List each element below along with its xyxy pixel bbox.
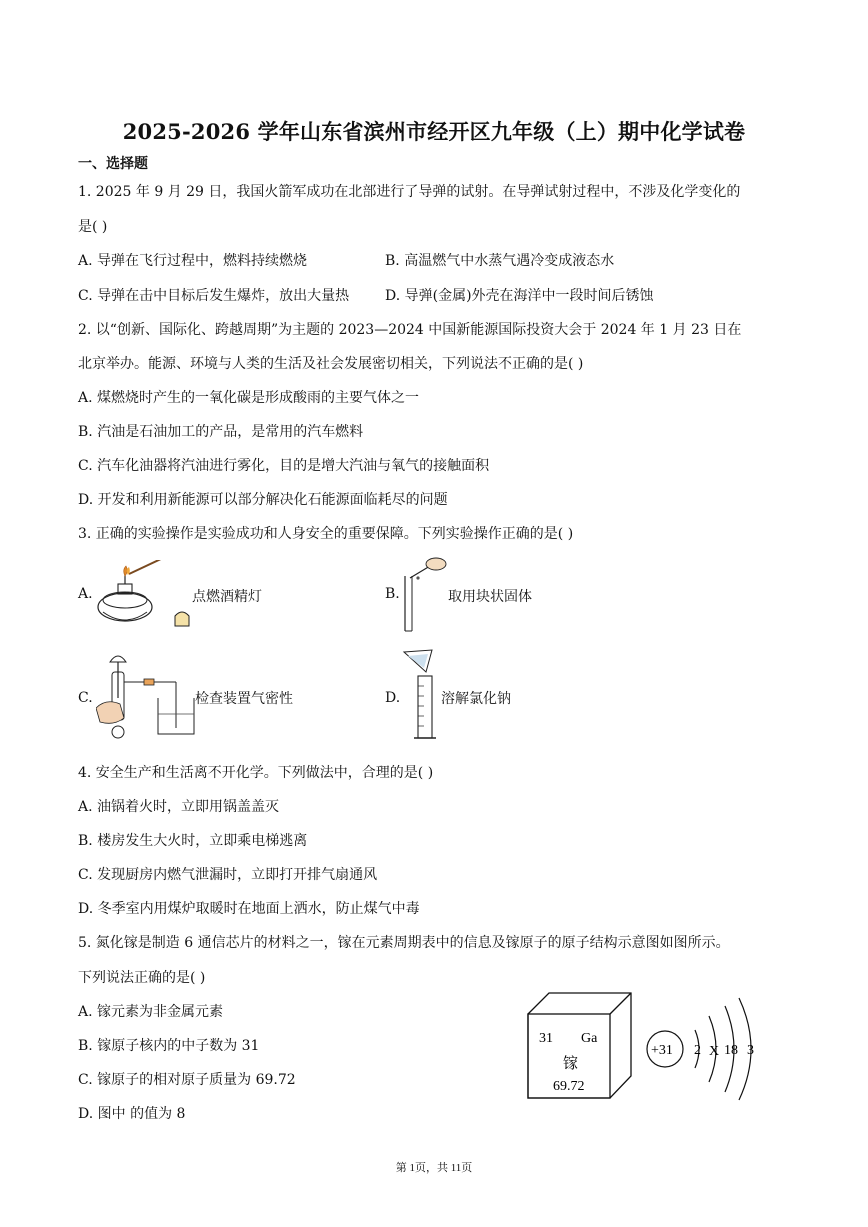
q3-option-c-text: 检查装置气密性 [195, 691, 293, 707]
q2-option-b: B. 汽油是石油加工的产品，是常用的汽车燃料 [78, 424, 364, 440]
q1-option-d: D. 导弹(金属)外壳在海洋中一段时间后锈蚀 [385, 288, 654, 304]
q5-option-c: C. 镓原子的相对原子质量为 69.72 [78, 1072, 296, 1088]
gas-tightness-apparatus-illustration [96, 648, 200, 740]
element-name: 镓 [563, 1056, 579, 1072]
q5-option-a: A. 镓元素为非金属元素 [78, 1004, 224, 1020]
q1-stem-line1: 1. 2025 年 9 月 29 日，我国火箭军成功在北部进行了导弹的试射。在导弹试射过程中，不涉及化学变化的 [78, 184, 741, 200]
q4-option-a: A. 油锅着火时，立即用锅盖盖灭 [78, 799, 280, 815]
exam-title: 2025-2026 学年山东省滨州市经开区九年级（上）期中化学试卷 [122, 119, 746, 144]
q3-option-d-text: 溶解氯化钠 [441, 691, 511, 707]
q3-option-b-text: 取用块状固体 [448, 589, 532, 605]
q2-option-a: A. 煤燃烧时产生的一氧化碳是形成酸雨的主要气体之一 [78, 390, 420, 406]
section-heading: 一、选择题 [78, 156, 148, 172]
q1-stem-line2: 是( ) [78, 219, 108, 235]
measuring-cylinder-illustration [402, 648, 442, 746]
q4-stem: 4. 安全生产和生活离不开化学。下列做法中，合理的是( ) [78, 765, 434, 781]
q1-option-b: B. 高温燃气中水蒸气遇冷变成液态水 [385, 253, 615, 269]
q5-option-b: B. 镓原子核内的中子数为 31 [78, 1038, 260, 1054]
q2-option-c: C. 汽车化油器将汽油进行雾化，目的是增大汽油与氧气的接触面积 [78, 458, 490, 474]
q3-stem: 3. 正确的实验操作是实验成功和人身安全的重要保障。下列实验操作正确的是( ) [78, 526, 574, 542]
page-footer: 第 1页，共 11页 [395, 1162, 473, 1174]
q4-option-c: C. 发现厨房内燃气泄漏时，立即打开排气扇通风 [78, 867, 378, 883]
gallium-element-tile [525, 990, 635, 1102]
atom-shell-2: X [709, 1044, 720, 1059]
q5-stem-line2: 下列说法正确的是( ) [78, 970, 206, 986]
q3-option-d-letter: D. [385, 690, 401, 706]
q1-option-a: A. 导弹在飞行过程中，燃料持续燃烧 [78, 253, 308, 269]
q3-option-a-letter: A. [78, 586, 93, 602]
q2-option-d: D. 开发和利用新能源可以部分解决化石能源面临耗尽的问题 [78, 492, 448, 508]
solid-reagent-tube-illustration [400, 556, 450, 634]
q3-option-b-letter: B. [385, 586, 400, 602]
q2-stem-line2: 北京举办。能源、环境与人类的生活及社会发展密切相关，下列说法不正确的是( ) [78, 356, 584, 372]
atom-shell-1: 2 [694, 1043, 701, 1058]
atom-shell-4: 3 [747, 1043, 754, 1058]
element-atomic-number: 31 [539, 1031, 553, 1046]
element-atomic-mass: 69.72 [553, 1079, 585, 1094]
q3-option-a-text: 点燃酒精灯 [192, 589, 262, 605]
lamp-cap-illustration [173, 608, 191, 628]
q1-option-c: C. 导弹在击中目标后发生爆炸，放出大量热 [78, 288, 350, 304]
q4-option-d: D. 冬季室内用煤炉取暖时在地面上洒水，防止煤气中毒 [78, 901, 420, 917]
element-symbol: Ga [581, 1031, 598, 1046]
q3-option-c-letter: C. [78, 690, 93, 706]
atom-nucleus-charge: +31 [651, 1043, 673, 1058]
q4-option-b: B. 楼房发生大火时，立即乘电梯逃离 [78, 833, 308, 849]
gallium-atom-structure-diagram [643, 990, 768, 1108]
q5-stem-line1: 5. 氮化镓是制造 6 通信芯片的材料之一，镓在元素周期表中的信息及镓原子的原子结构示意图如图所示。 [78, 935, 730, 951]
atom-shell-3: 18 [724, 1043, 738, 1058]
q5-option-d: D. 图中 的值为 8 [78, 1106, 186, 1122]
q2-stem-line1: 2. 以“创新、国际化、跨越周期”为主题的 2023—2024 中国新能源国际投资大会于 2024 年 1 月 23 日在 [78, 322, 742, 338]
